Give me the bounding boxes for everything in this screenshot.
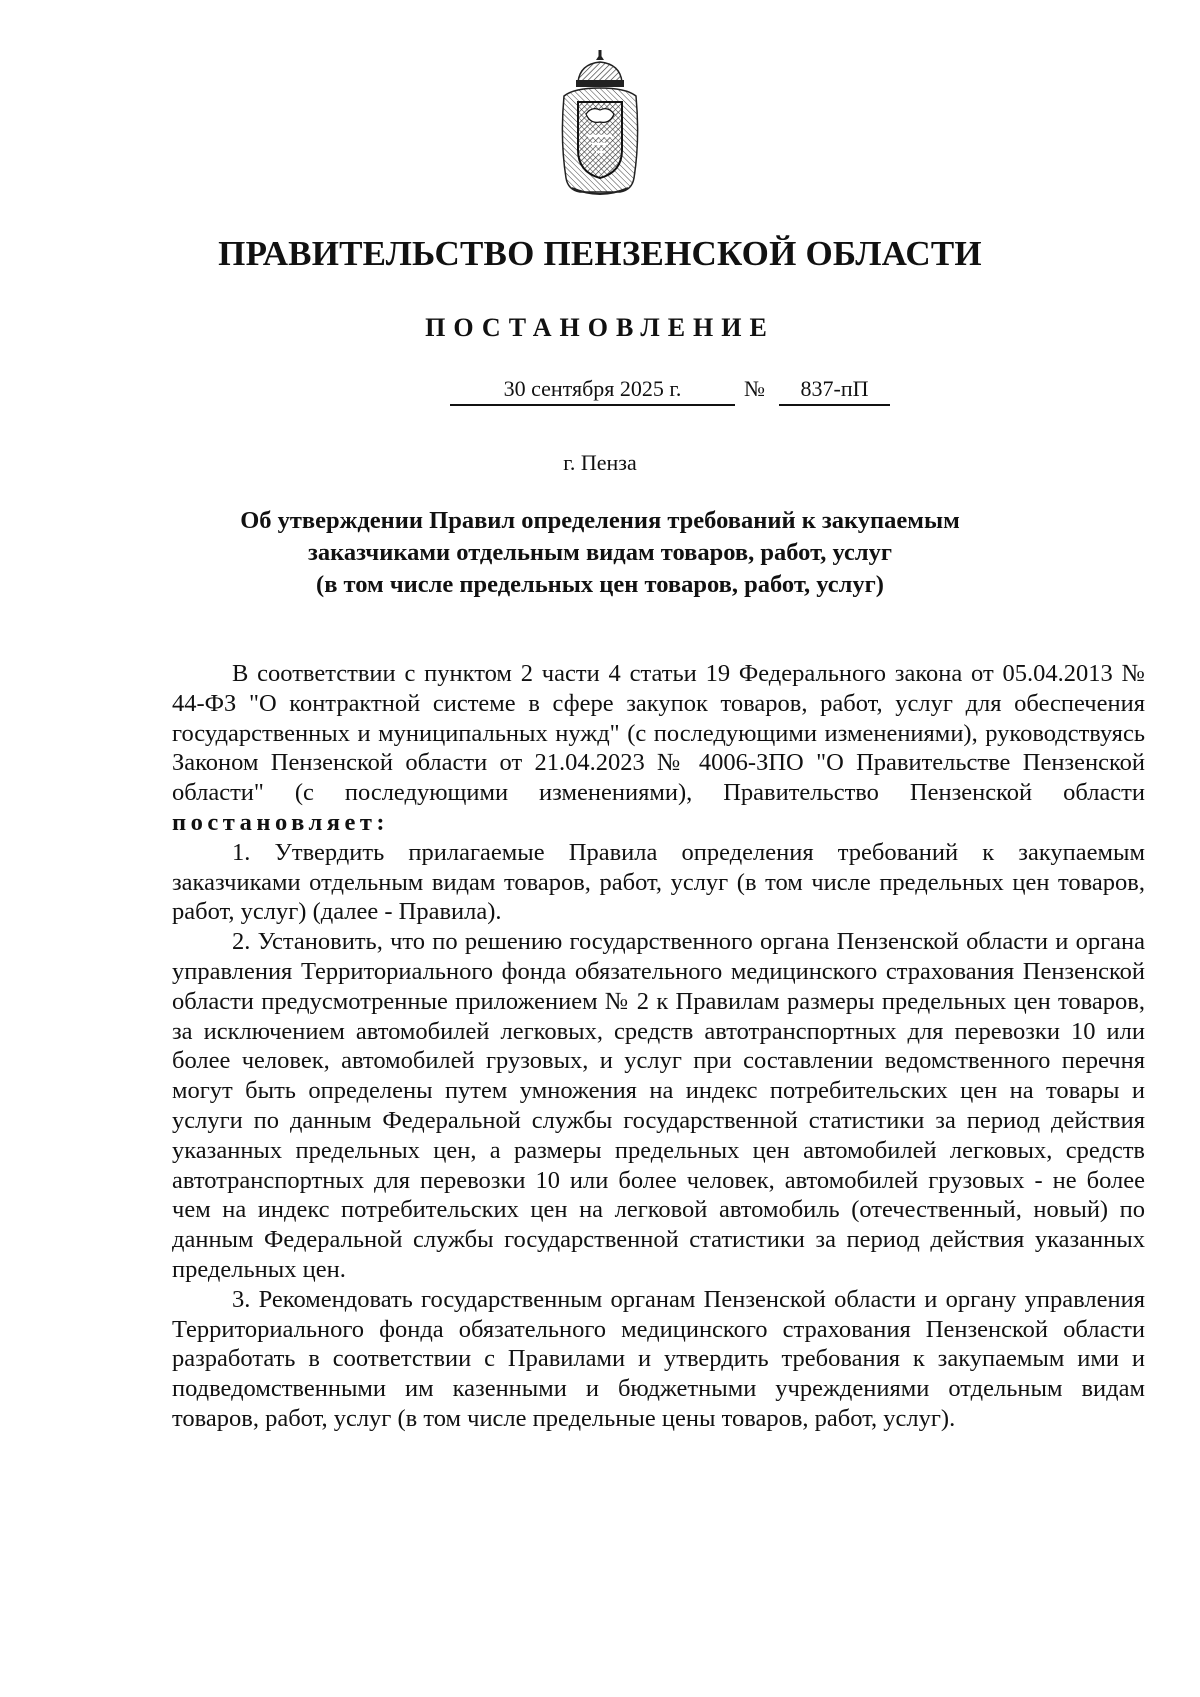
number-sign: № (744, 376, 765, 401)
item-paragraph: 2. Установить, что по решению государственного органа Пензенской области и органа управления Территориального фонда обязательного медицинского страхования Пензенской области предусмотренные приложением № 2 к Правилам размеры предельных цен товаров, за исключением автомобилей легковых, средств автотранспортных для перевозки 10 или более человек, автомобилей грузовых, и услуг при составлении ведомственного перечня могут быть определены путем умножения на индекс потребительских цен на товары и услуги по данным Федеральной службы государственной статистики за период действия указанных предельных цен, а размеры предельных цен автомобилей легковых, средств автотранспортных для перевозки 10 или более человек, автомобилей грузовых - не более чем на индекс потребительских цен на легковой автомобиль (отечественный, новый) по данным Федеральной службы государственной статистики за период действия указанных предельных цен. (172, 928, 1145, 1283)
item-paragraph: 3. Рекомендовать государственным органам Пензенской области и органу управления Территориального фонда обязательного медицинского страхования Пензенской области разработать в соответствии с Правилами и утвердить требования к закупаемым ими и подведомственными им казенными и бюджетными учреждениями отдельным видам товаров, работ, услуг (в том числе предельные цены товаров, работ, услуг). (172, 1285, 1145, 1432)
subject-line: (в том числе предельных цен товаров, работ, услуг) (316, 571, 884, 598)
date-number-line (0, 376, 1200, 410)
subject-line: Об утверждении Правил определения требований к закупаемым (240, 507, 960, 534)
document-subject (150, 505, 1050, 601)
document-type: ПОСТАНОВЛЕНИЕ (425, 313, 775, 342)
city: г. Пенза (563, 450, 637, 475)
decree-word: постановляет: (172, 808, 390, 836)
item-paragraph: 1. Утвердить прилагаемые Правила определения требований к закупаемым заказчиками отдельным видам товаров, работ, услуг (в том числе предельных цен товаров, работ, услуг) (далее - Правила). (172, 838, 1145, 926)
preamble-paragraph (172, 659, 1145, 838)
subject-line: заказчиками отдельным видам товаров, работ, услуг (307, 539, 893, 566)
penza-coat-of-arms-icon (550, 50, 650, 200)
preamble-text: В соответствии с пунктом 2 части 4 статьи 19 Федерального закона от 05.04.2013 № 44-ФЗ "О контрактной системе в сфере закупок товаров, работ, услуг для обеспечения государственных и муниципальных нужд" (с последующими изменениями), руководствуясь Законом Пензенской области от 21.04.2023 № 4006-ЗПО "О Правительстве Пензенской области" (с последующими изменениями), Правительство Пензенской области (172, 660, 1145, 807)
document-number: 837-пП (779, 376, 890, 406)
document-date: 30 сентября 2025 г. (450, 376, 735, 406)
government-title: ПРАВИТЕЛЬСТВО ПЕНЗЕНСКОЙ ОБЛАСТИ (218, 234, 982, 273)
document-body (172, 659, 1145, 1434)
